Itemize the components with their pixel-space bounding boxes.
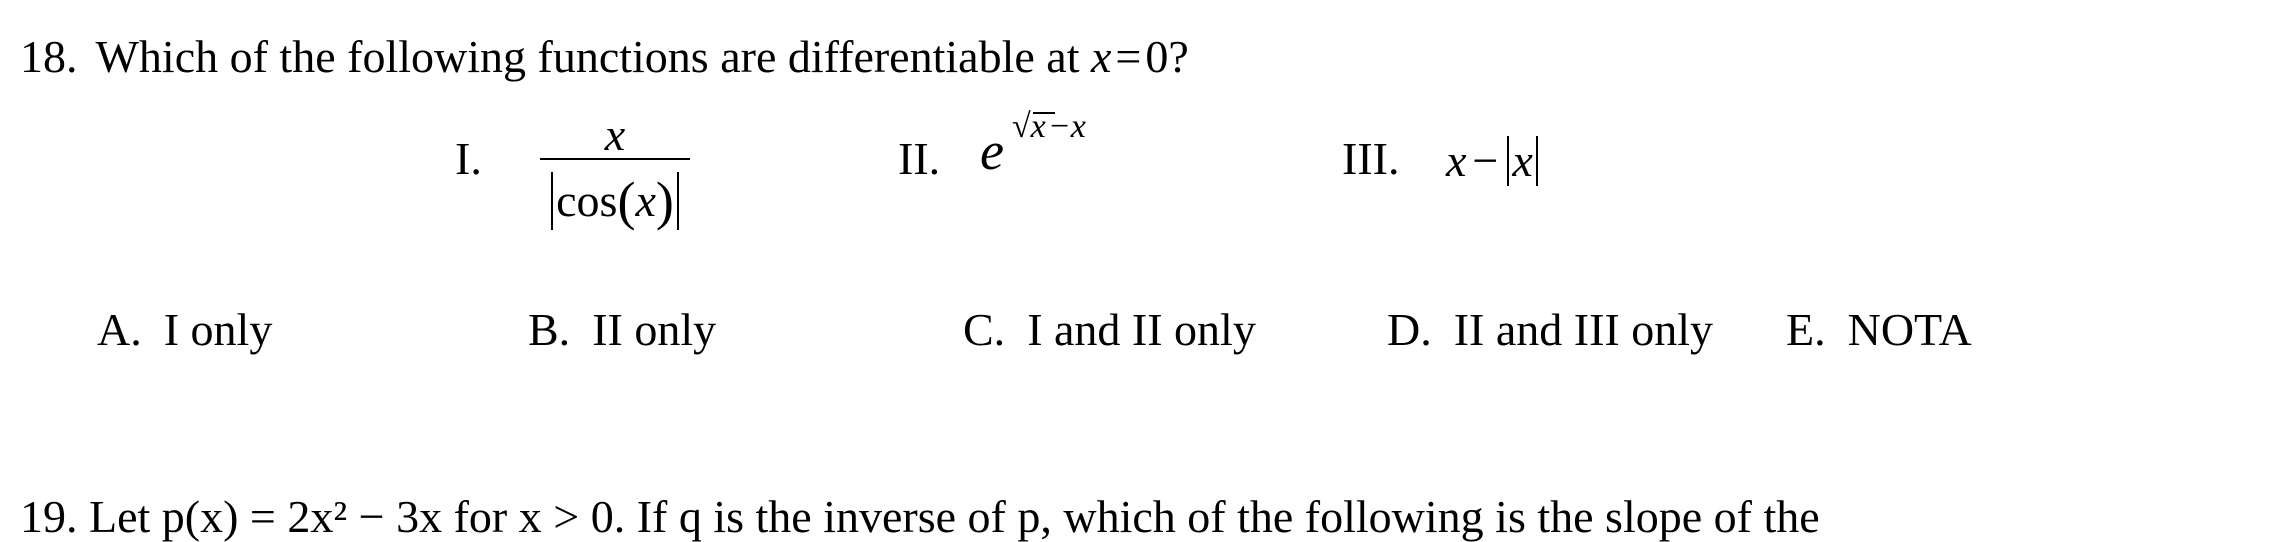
function-iii-label: III. <box>1342 133 1400 184</box>
choice-a[interactable] <box>97 304 273 355</box>
abs-bar-left <box>551 172 553 230</box>
function-i-label: I. <box>455 133 482 184</box>
choice-a-text: I only <box>163 304 273 355</box>
paren-open: ( <box>617 171 636 231</box>
function-ii-label: II. <box>898 133 941 184</box>
next-question-partial: 19. Let p(x) = 2x² − 3x for x > 0. If q is the inverse of p, which of the following is the slope of the <box>20 491 1820 542</box>
function-i-fraction <box>540 108 690 232</box>
function-iii-abs-var: x <box>1512 135 1533 186</box>
choice-c-text: I and II only <box>1027 304 1256 355</box>
choice-e[interactable] <box>1786 304 1972 355</box>
choice-b-text: II only <box>592 304 717 355</box>
abs-bar-right <box>1536 136 1538 186</box>
choice-e-letter: E. <box>1786 304 1826 355</box>
paren-close: ) <box>655 171 674 231</box>
abs-bar-left <box>1507 136 1509 186</box>
fraction-bar <box>540 158 690 160</box>
sqrt-overline <box>1033 112 1055 114</box>
function-ii-expression <box>980 121 1004 181</box>
choice-b[interactable] <box>528 304 717 355</box>
choice-c-letter: C. <box>963 304 1006 355</box>
function-ii-sqrt-var: x <box>1030 108 1046 145</box>
choice-e-text: NOTA <box>1847 304 1972 355</box>
function-iii-minus: − <box>1472 135 1499 186</box>
function-ii-base: e <box>980 121 1004 181</box>
choice-d-letter: D. <box>1387 304 1432 355</box>
stem-question-mark: ? <box>1168 31 1189 82</box>
question-stem <box>20 31 1189 82</box>
function-i-numerator: x <box>604 109 626 160</box>
stem-value: 0 <box>1145 31 1169 82</box>
choice-d-text: II and III only <box>1453 304 1714 355</box>
sqrt-sign: √ <box>1012 108 1031 145</box>
question-text: Which of the following functions are differentiable at <box>95 31 1080 82</box>
function-i-denominator-var: x <box>635 175 656 226</box>
function-ii-exponent-rest: −x <box>1047 108 1086 145</box>
abs-bar-right <box>677 172 679 230</box>
stem-equals: = <box>1115 31 1142 82</box>
choice-d[interactable] <box>1387 304 1714 355</box>
choice-c[interactable] <box>963 304 1256 355</box>
question-number: 18. <box>20 31 78 82</box>
function-i-cos: cos <box>556 175 618 226</box>
choice-b-letter: B. <box>528 304 571 355</box>
function-iii-expression <box>1446 136 1541 186</box>
function-i-denominator <box>540 170 690 232</box>
choice-a-letter: A. <box>97 304 142 355</box>
stem-variable: x <box>1090 31 1112 82</box>
function-iii-lhs: x <box>1446 135 1467 186</box>
function-ii-exponent <box>1012 110 1086 144</box>
